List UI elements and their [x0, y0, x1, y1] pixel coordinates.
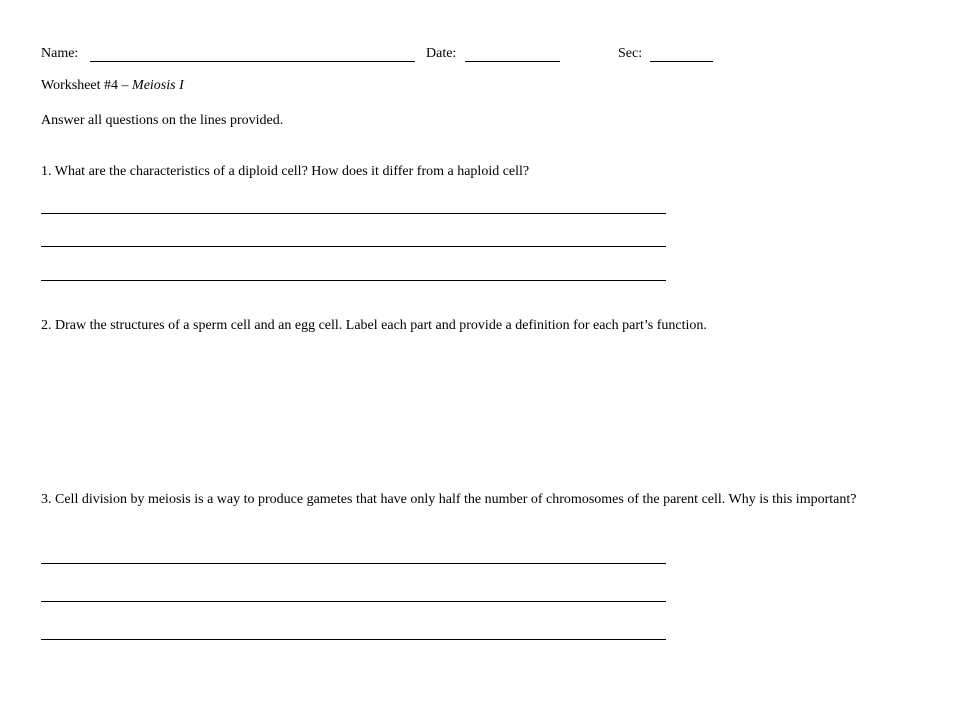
sec-label: Sec:	[618, 46, 643, 61]
date-field[interactable]	[465, 61, 560, 62]
answer-line-q3-3[interactable]	[41, 639, 666, 640]
answer-line-q3-1[interactable]	[41, 563, 666, 564]
answer-line-q1-2[interactable]	[41, 246, 666, 247]
answer-line-q1-1[interactable]	[41, 213, 666, 214]
drawing-area[interactable]	[41, 340, 881, 480]
answer-line-q3-2[interactable]	[41, 601, 666, 602]
worksheet-title	[41, 78, 184, 94]
sec-field[interactable]	[650, 61, 713, 62]
worksheet-title-topic: Meiosis I	[132, 78, 184, 93]
question-2: 2. Draw the structures of a sperm cell and an egg cell. Label each part and provide a definition for each part’s function.	[41, 318, 707, 333]
instructions: Answer all questions on the lines provided.	[41, 113, 284, 128]
answer-line-q1-3[interactable]	[41, 280, 666, 281]
worksheet-title-prefix: Worksheet #4 –	[41, 78, 129, 93]
question-3: 3. Cell division by meiosis is a way to produce gametes that have only half the number of chromosomes of the parent cell. Why is this important?	[41, 492, 857, 507]
date-label: Date:	[426, 46, 457, 61]
name-field[interactable]	[90, 61, 415, 62]
question-1: 1. What are the characteristics of a diploid cell? How does it differ from a haploid cell?	[41, 164, 530, 179]
name-label: Name:	[41, 46, 79, 61]
